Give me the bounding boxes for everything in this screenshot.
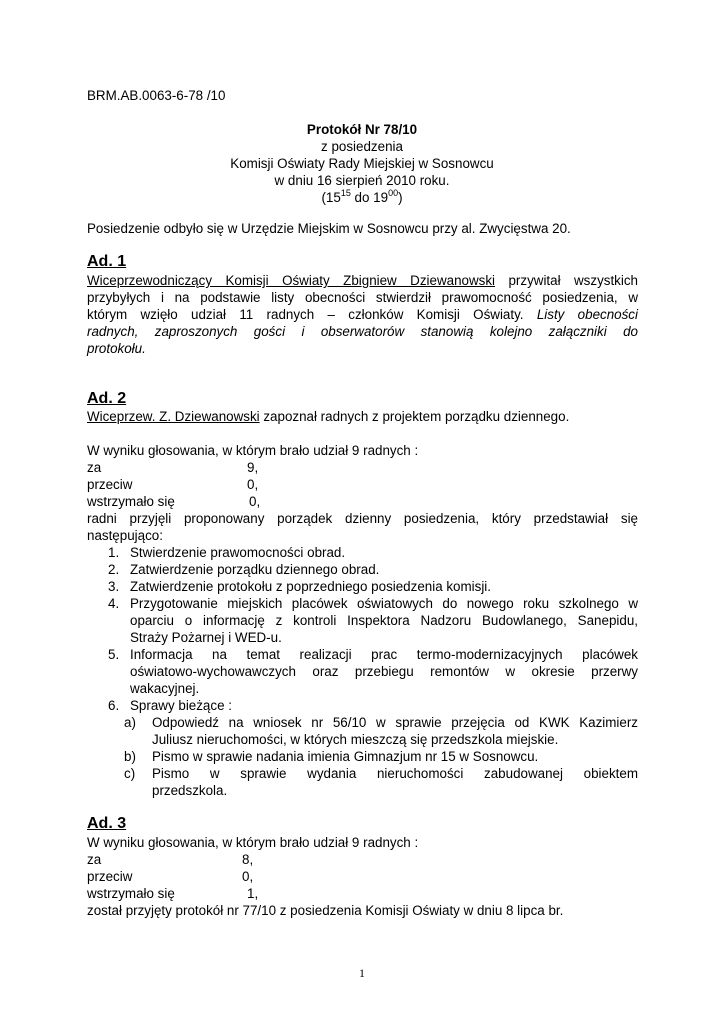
agenda-item: 6. Sprawy bieżące : bbox=[108, 698, 232, 713]
ad2-intro: Wiceprzew. Z. Dziewanowski zapoznał radnych z projektem porządku dziennego. bbox=[87, 409, 570, 424]
ad3-result: został przyjęty protokół nr 77/10 z posiedzenia Komisji Oświaty w dniu 8 lipca br. bbox=[87, 903, 564, 918]
vote-row: wstrzymało się 1, bbox=[87, 886, 259, 901]
header-line-3: Komisji Oświaty Rady Miejskiej w Sosnowcu bbox=[230, 156, 494, 171]
ad1-heading: Ad. 1 bbox=[87, 253, 127, 270]
header-line-2: z posiedzenia bbox=[321, 139, 403, 154]
ad2-result: radni przyjęli proponowany porządek dzienny posiedzenia, który przedstawiał się następująco: bbox=[87, 511, 638, 543]
vote-row: przeciw 0, bbox=[87, 869, 254, 884]
agenda-list bbox=[87, 544, 638, 799]
protocol-title: Protokół Nr 78/10 bbox=[306, 122, 418, 137]
agenda-subitem: c) Pismo w sprawie wydania nieruchomości zabudowanej obiektem przedszkola. bbox=[124, 766, 638, 798]
agenda-item: 5. Informacja na temat realizacji prac termo-modernizacyjnych placówek oświatowo-wychowawczych oraz przebiegu remontów w okresie przerwy wakacyjnej. bbox=[108, 647, 638, 696]
agenda-item: 4. Przygotowanie miejskich placówek oświatowych do nowego roku szkolnego w oparciu o informację z kontroli Inspektora Nadzoru Budowlanego, Sanepidu, Straży Pożarnej i WED-u. bbox=[108, 596, 638, 645]
ad2-vote bbox=[87, 442, 638, 510]
meeting-venue: Posiedzenie odbyło się w Urzędzie Miejskim w Sosnowcu przy al. Zwycięstwa 20. bbox=[87, 221, 571, 236]
agenda-subitem: a) Odpowiedź na wniosek nr 56/10 w sprawie przejęcia od KWK Kazimierz Juliusz nieruchomości, w których mieszczą się przedszkola miejskie. bbox=[124, 715, 638, 747]
header-time: ($15^{15}$ do $19^{00}$) bbox=[321, 187, 403, 205]
agenda-subitem: b) Pismo w sprawie nadania imienia Gimnazjum nr 15 w Sosnowcu. bbox=[124, 749, 539, 764]
vote-row: za 8, bbox=[87, 852, 254, 867]
vote-row: wstrzymało się 0, bbox=[87, 494, 261, 509]
agenda-item: 1. Stwierdzenie prawomocności obrad. bbox=[108, 545, 346, 560]
ad2-heading: Ad. 2 bbox=[87, 390, 127, 407]
document-reference: BRM.AB.0063-6-78 /10 bbox=[87, 88, 226, 103]
page-number: 1 bbox=[359, 966, 365, 980]
vote-intro: W wyniku głosowania, w którym brało udział 9 radnych : bbox=[87, 835, 419, 850]
vote-intro: W wyniku głosowania, w którym brało udział 9 radnych : bbox=[87, 443, 419, 458]
agenda-item: 3. Zatwierdzenie protokołu z poprzedniego posiedzenia komisji. bbox=[108, 579, 492, 594]
vote-row: przeciw 0, bbox=[87, 477, 259, 492]
vote-row: za 9, bbox=[87, 460, 259, 475]
header-date: w dniu 16 sierpień 2010 roku. bbox=[274, 173, 450, 188]
ad3-vote bbox=[87, 834, 638, 919]
ad1-speaker: Wiceprzewodniczący Komisji Oświaty Zbigniew Dziewanowski bbox=[87, 273, 496, 288]
document-header bbox=[87, 121, 637, 206]
ad1-paragraph: Wiceprzewodniczący Komisji Oświaty Zbigniew Dziewanowski przywitał wszystkich przybyłych i na podstawie listy obecności stwierdził prawomocność posiedzenia, w którym wzięło udział 11 radnych – członków Komisji Oświaty. Listy obecności radnych, zaproszonych gości i obserwatorów stanowią kolejno załączniki do protokołu. bbox=[87, 273, 638, 356]
ad2-speaker: Wiceprzew. Z. Dziewanowski bbox=[87, 409, 260, 424]
agenda-item: 2. Zatwierdzenie porządku dziennego obrad. bbox=[108, 562, 380, 577]
ad3-heading: Ad. 3 bbox=[87, 815, 127, 832]
